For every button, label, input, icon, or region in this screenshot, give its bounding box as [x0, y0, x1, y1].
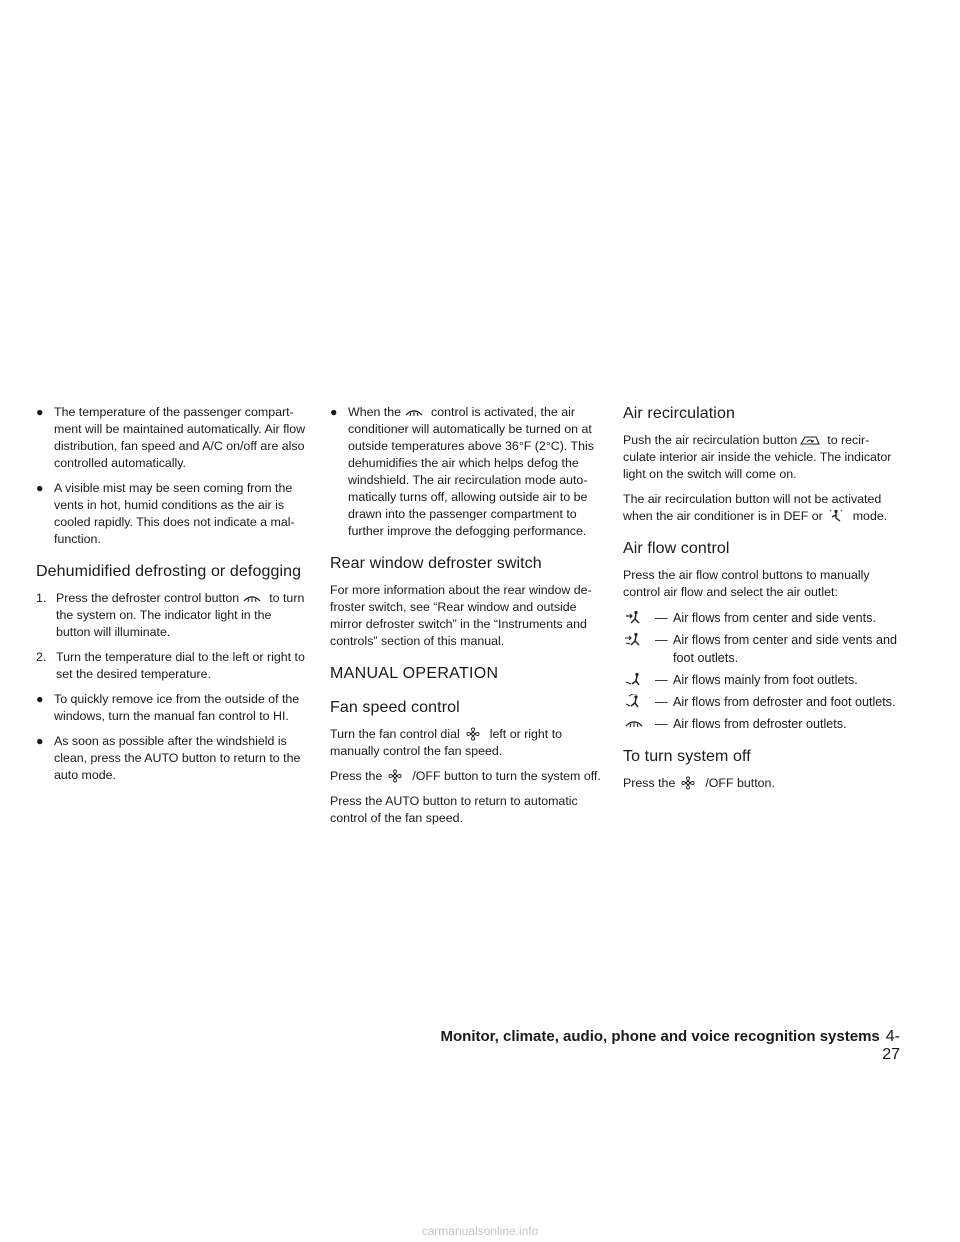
step-text: Turn the temperature dial to the left or right to set the desired temperature.: [56, 650, 305, 681]
bullet-dot: ●: [36, 481, 44, 495]
auto-fan-text: Press the AUTO button to return to automatic control of the fan speed.: [330, 794, 578, 825]
foot-defrost-icon: [623, 694, 655, 710]
recirc-text: [623, 432, 897, 483]
foot-defrost-icon: [825, 509, 847, 523]
heading-rear-defroster: Rear window defroster switch: [330, 555, 542, 572]
bullet-auto: [36, 733, 308, 784]
recirc-note-a: The air recirculation button will not be activated when the air conditioner is in DEF or: [623, 492, 882, 523]
mode-vent: [623, 609, 897, 627]
mode-text: Air flows from center and side vents.: [673, 611, 876, 625]
heading-manual-operation: MANUAL OPERATION: [330, 665, 499, 682]
section-title: Monitor, climate, audio, phone and voice recognition systems: [440, 1028, 880, 1045]
page-number: 4-27: [882, 1028, 900, 1063]
recirc-note: [623, 491, 897, 525]
watermark: carmanualsonline.info: [421, 1224, 539, 1238]
heading-turn-off: To turn system off: [623, 748, 751, 765]
mode-dash: —: [655, 695, 668, 709]
step-text-b: to turn the system on. The indicator light in the button will illuminate.: [56, 591, 305, 639]
mode-dash: —: [655, 673, 668, 687]
bullet-text: To quickly remove ice from the outside of the windows, turn the manual fan control to HI.: [54, 692, 300, 723]
bullet-dot: ●: [36, 734, 44, 748]
step-1: [36, 590, 308, 641]
defrost-icon: [403, 405, 425, 419]
bullet-dot: ●: [36, 405, 44, 419]
off-text-a: Press the: [623, 776, 676, 790]
recirc-note-b: mode.: [852, 509, 888, 523]
defrost-icon: [241, 591, 263, 605]
fan-icon: [677, 776, 699, 790]
bullet-text-b: control is activated, the air conditioner will automatically be turned on at outside temperatures above 36°F (2°C). This dehumidifies the air which helps defog the windshield. The air recirculation mode auto-matically turns off, allowing outside air to be drawn into the passenger compartment to further improve the defogging performance.: [348, 405, 594, 538]
step-2: [36, 649, 308, 683]
mode-defrost: [623, 715, 897, 733]
mode-text: Air flows from center and side vents and foot outlets.: [673, 633, 897, 665]
press-text-a: Press the: [330, 769, 383, 783]
recirc-text-b: to recir-culate interior air inside the vehicle. The indicator light on the switch will come on.: [623, 433, 892, 481]
press-text-b: /OFF button to turn the system off.: [412, 769, 601, 783]
heading-air-recirculation: Air recirculation: [623, 405, 735, 422]
bullet-temperature: [36, 404, 308, 472]
heading-fan-speed: Fan speed control: [330, 699, 460, 716]
fan-text-b: left or right to manually control the fan speed.: [330, 727, 563, 758]
bullet-mist: [36, 480, 308, 548]
step-text-a: Press the defroster control button: [56, 591, 240, 605]
rear-defroster-text: For more information about the rear window de-froster switch, see “Rear window and outside mirror defroster switch” in the “Instruments and controls” section of this manual.: [330, 583, 592, 648]
bullet-text: A visible mist may be seen coming from the vents in hot, humid conditions as the air is cooled rapidly. This does not indicate a mal-function.: [54, 481, 295, 546]
heading-air-flow: Air flow control: [623, 540, 730, 557]
bullet-dot: ●: [330, 405, 338, 419]
fan-text-a: Turn the fan control dial: [330, 727, 460, 741]
air-flow-intro: Press the air flow control buttons to manually control air flow and select the air outlet:: [623, 568, 870, 599]
mode-dash: —: [655, 633, 668, 647]
fan-icon: [384, 769, 406, 783]
heading-dehumidified: Dehumidified defrosting or defogging: [36, 563, 302, 580]
bullet-text: The temperature of the passenger compart-ment will be maintained automatically. Air flow distribution, fan speed and A/C on/off are also controlled automatically.: [54, 405, 306, 470]
vent-icon: [623, 610, 655, 626]
step-number: 2.: [36, 650, 47, 664]
turn-off-text: [623, 775, 897, 792]
off-text-b: /OFF button.: [705, 776, 775, 790]
mode-foot: [623, 671, 897, 689]
mode-text: Air flows mainly from foot outlets.: [673, 673, 858, 687]
bullet-ice: [36, 691, 308, 725]
defrost-icon: [623, 716, 655, 732]
bullet-text: As soon as possible after the windshield is clean, press the AUTO button to return to the auto mode.: [54, 734, 301, 782]
fan-icon: [462, 727, 484, 741]
mode-dash: —: [655, 611, 668, 625]
mode-text: Air flows from defroster and foot outlets.: [673, 695, 896, 709]
recirc-text-a: Push the air recirculation button: [623, 433, 798, 447]
bullet-defrost-control: [330, 404, 602, 540]
recirculation-icon: [799, 433, 821, 447]
bullet-dot: ●: [36, 692, 44, 706]
mode-text: Air flows from defroster outlets.: [673, 717, 847, 731]
column-1: [36, 404, 308, 792]
step-number: 1.: [36, 591, 47, 605]
foot-icon: [623, 672, 655, 688]
bilevel-icon: [623, 632, 655, 648]
column-2: [330, 404, 602, 835]
fan-off-text: [330, 768, 602, 785]
fan-dial-text: [330, 726, 602, 760]
column-3: [623, 404, 897, 800]
mode-bilevel: [623, 631, 897, 667]
page-footer: [430, 1028, 900, 1064]
mode-foot-defrost: [623, 693, 897, 711]
bullet-text-a: When the: [348, 405, 402, 419]
mode-dash: —: [655, 717, 668, 731]
